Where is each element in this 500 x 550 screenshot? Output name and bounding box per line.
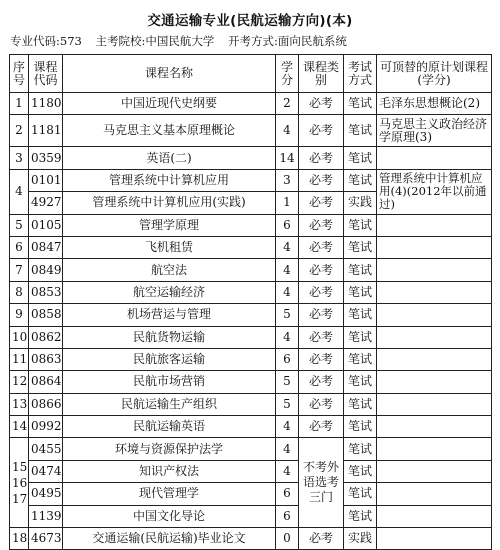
cell-exam: 笔试	[344, 348, 377, 370]
table-header-row	[10, 55, 492, 93]
cell-credit: 6	[276, 348, 299, 370]
cell-name: 现代管理学	[63, 483, 276, 505]
table-row	[10, 460, 492, 482]
cell-replace	[377, 528, 492, 550]
cell-credit: 4	[276, 281, 299, 303]
exam-mode: 开考方式:面向民航系统	[228, 34, 347, 48]
cell-seq: 18	[10, 528, 29, 550]
cell-code: 1181	[29, 115, 63, 147]
table-row	[10, 236, 492, 258]
cell-credit: 3	[276, 169, 299, 191]
cell-seq: 14	[10, 416, 29, 438]
cell-type: 必考	[299, 393, 344, 415]
cell-credit: 6	[276, 505, 299, 527]
cell-replace	[377, 416, 492, 438]
cell-replace: 管理系统中计算机应用(4)(2012年以前通过)	[377, 169, 492, 214]
table-row	[10, 393, 492, 415]
cell-credit: 4	[276, 438, 299, 460]
cell-type: 必考	[299, 259, 344, 281]
cell-code: 4673	[29, 528, 63, 550]
cell-name: 马克思主义基本原理概论	[63, 115, 276, 147]
cell-seq: 13	[10, 393, 29, 415]
cell-code: 1139	[29, 505, 63, 527]
table-row	[10, 304, 492, 326]
cell-credit: 1	[276, 192, 299, 214]
cell-seq: 7	[10, 259, 29, 281]
cell-replace: 毛泽东思想概论(2)	[377, 93, 492, 115]
cell-replace	[377, 147, 492, 169]
cell-exam: 笔试	[344, 93, 377, 115]
cell-exam: 笔试	[344, 460, 377, 482]
cell-credit: 6	[276, 483, 299, 505]
page-title: 交通运输专业(民航运输方向)(本)	[147, 13, 353, 29]
cell-name: 民航运输英语	[63, 416, 276, 438]
cell-replace	[377, 259, 492, 281]
cell-type: 必考	[299, 93, 344, 115]
cell-credit: 4	[276, 416, 299, 438]
cell-seq: 2	[10, 115, 29, 147]
cell-credit: 14	[276, 147, 299, 169]
cell-name: 管理系统中计算机应用(实践)	[63, 192, 276, 214]
cell-credit: 4	[276, 115, 299, 147]
cell-type-merged: 不考外语选考三门	[299, 438, 344, 528]
cell-code: 1180	[29, 93, 63, 115]
header-type: 课程类别	[299, 55, 344, 93]
cell-exam: 笔试	[344, 281, 377, 303]
cell-credit: 4	[276, 326, 299, 348]
cell-exam: 笔试	[344, 326, 377, 348]
meta-line	[10, 33, 357, 49]
cell-exam: 笔试	[344, 115, 377, 147]
cell-name: 机场营运与管理	[63, 304, 276, 326]
cell-name: 民航市场营销	[63, 371, 276, 393]
cell-type: 必考	[299, 326, 344, 348]
cell-name: 民航旅客运输	[63, 348, 276, 370]
header-seq: 序号	[10, 55, 29, 93]
cell-name: 管理学原理	[63, 214, 276, 236]
cell-credit: 5	[276, 304, 299, 326]
cell-code: 0866	[29, 393, 63, 415]
cell-name: 飞机租赁	[63, 236, 276, 258]
cell-exam: 笔试	[344, 169, 377, 191]
cell-credit: 4	[276, 460, 299, 482]
cell-credit: 4	[276, 259, 299, 281]
cell-type: 必考	[299, 371, 344, 393]
header-name: 课程名称	[63, 55, 276, 93]
cell-exam: 笔试	[344, 304, 377, 326]
cell-code: 0495	[29, 483, 63, 505]
cell-replace	[377, 304, 492, 326]
cell-credit: 6	[276, 214, 299, 236]
cell-code: 0474	[29, 460, 63, 482]
cell-seq: 9	[10, 304, 29, 326]
cell-type: 必考	[299, 115, 344, 147]
cell-type: 必考	[299, 236, 344, 258]
cell-type: 必考	[299, 214, 344, 236]
cell-seq: 12	[10, 371, 29, 393]
cell-name: 英语(二)	[63, 147, 276, 169]
cell-code: 0847	[29, 236, 63, 258]
table-row	[10, 483, 492, 505]
cell-replace	[377, 281, 492, 303]
table-row	[10, 505, 492, 527]
table-row	[10, 438, 492, 460]
cell-code: 0858	[29, 304, 63, 326]
cell-code: 0359	[29, 147, 63, 169]
table-row	[10, 326, 492, 348]
cell-type: 必考	[299, 169, 344, 191]
table-row	[10, 169, 492, 191]
cell-replace	[377, 326, 492, 348]
header-exam: 考试方式	[344, 55, 377, 93]
cell-code: 0849	[29, 259, 63, 281]
cell-exam: 实践	[344, 528, 377, 550]
header-code: 课程代码	[29, 55, 63, 93]
cell-seq: 3	[10, 147, 29, 169]
cell-type: 必考	[299, 304, 344, 326]
cell-exam: 笔试	[344, 505, 377, 527]
cell-credit: 0	[276, 528, 299, 550]
cell-seq: 1	[10, 93, 29, 115]
table-row	[10, 371, 492, 393]
cell-replace	[377, 236, 492, 258]
exam-school: 主考院校:中国民航大学	[95, 34, 215, 48]
cell-seq: 4	[10, 169, 29, 214]
cell-type: 必考	[299, 281, 344, 303]
cell-name: 航空法	[63, 259, 276, 281]
cell-code: 0455	[29, 438, 63, 460]
cell-replace: 马克思主义政治经济学原理(3)	[377, 115, 492, 147]
cell-name: 航空运输经济	[63, 281, 276, 303]
table-row	[10, 348, 492, 370]
cell-credit: 5	[276, 371, 299, 393]
table-row	[10, 416, 492, 438]
cell-replace	[377, 371, 492, 393]
cell-credit: 2	[276, 93, 299, 115]
cell-replace	[377, 438, 492, 460]
header-credit: 学分	[276, 55, 299, 93]
cell-seq: 5	[10, 214, 29, 236]
cell-exam: 笔试	[344, 259, 377, 281]
cell-exam: 笔试	[344, 393, 377, 415]
cell-replace	[377, 348, 492, 370]
course-table	[9, 54, 492, 550]
cell-name: 民航货物运输	[63, 326, 276, 348]
cell-replace	[377, 483, 492, 505]
cell-credit: 4	[276, 236, 299, 258]
cell-exam: 笔试	[344, 483, 377, 505]
cell-replace	[377, 393, 492, 415]
cell-exam: 笔试	[344, 147, 377, 169]
major-code: 专业代码:573	[10, 34, 82, 48]
cell-name: 中国文化导论	[63, 505, 276, 527]
cell-code: 4927	[29, 192, 63, 214]
cell-name: 管理系统中计算机应用	[63, 169, 276, 191]
table-row	[10, 147, 492, 169]
cell-type: 必考	[299, 348, 344, 370]
table-row	[10, 115, 492, 147]
cell-exam: 笔试	[344, 416, 377, 438]
cell-seq: 6	[10, 236, 29, 258]
cell-exam: 笔试	[344, 371, 377, 393]
cell-code: 0992	[29, 416, 63, 438]
table-row	[10, 93, 492, 115]
cell-seq-merged: 15 16 17	[10, 438, 29, 528]
table-row	[10, 259, 492, 281]
cell-credit: 5	[276, 393, 299, 415]
cell-exam: 笔试	[344, 214, 377, 236]
cell-seq: 11	[10, 348, 29, 370]
cell-name: 民航运输生产组织	[63, 393, 276, 415]
cell-seq: 8	[10, 281, 29, 303]
cell-code: 0862	[29, 326, 63, 348]
cell-type: 必考	[299, 192, 344, 214]
cell-exam: 实践	[344, 192, 377, 214]
cell-code: 0853	[29, 281, 63, 303]
cell-exam: 笔试	[344, 236, 377, 258]
cell-code: 0101	[29, 169, 63, 191]
cell-type: 必考	[299, 147, 344, 169]
header-replace: 可顶替的原计划课程(学分)	[377, 55, 492, 93]
cell-name: 环境与资源保护法学	[63, 438, 276, 460]
cell-exam: 笔试	[344, 438, 377, 460]
cell-type: 必考	[299, 528, 344, 550]
table-row	[10, 214, 492, 236]
cell-replace	[377, 214, 492, 236]
table-row	[10, 281, 492, 303]
cell-type: 必考	[299, 416, 344, 438]
cell-code: 0864	[29, 371, 63, 393]
cell-replace	[377, 505, 492, 527]
cell-name: 知识产权法	[63, 460, 276, 482]
cell-name: 交通运输(民航运输)毕业论文	[63, 528, 276, 550]
cell-name: 中国近现代史纲要	[63, 93, 276, 115]
cell-seq: 10	[10, 326, 29, 348]
cell-code: 0863	[29, 348, 63, 370]
table-row	[10, 528, 492, 550]
cell-code: 0105	[29, 214, 63, 236]
cell-replace	[377, 460, 492, 482]
